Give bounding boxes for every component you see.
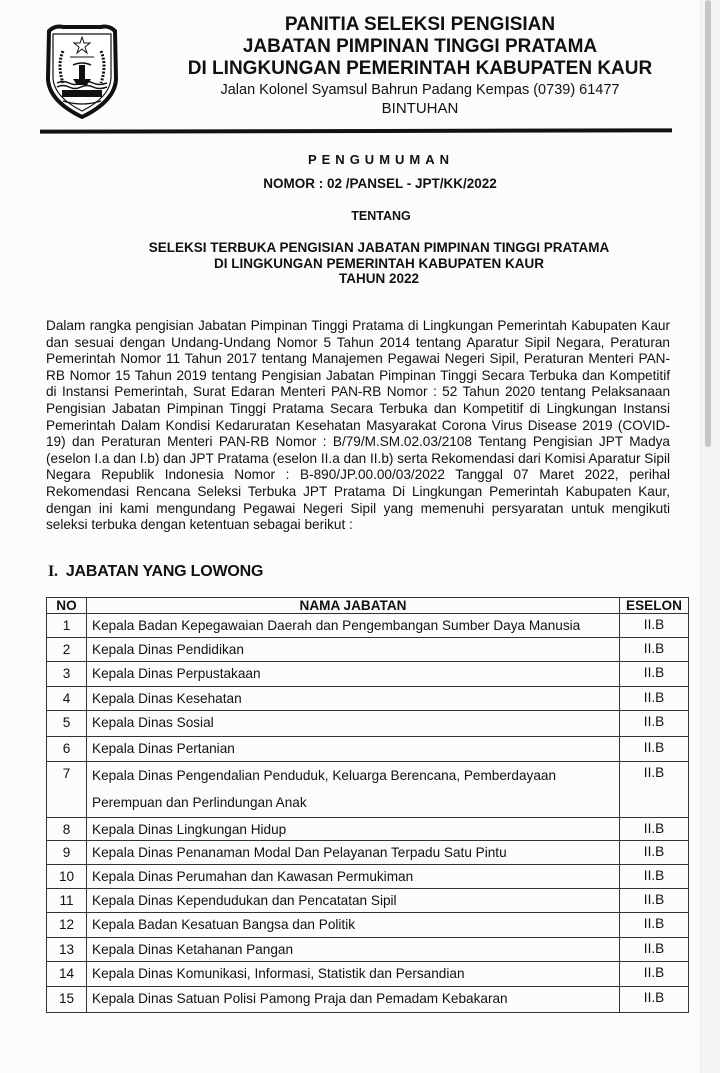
section-heading xyxy=(48,563,263,581)
row-no: 3 xyxy=(47,662,87,687)
row-eselon: II.B xyxy=(620,737,689,762)
row-name: Kepala Dinas Kependudukan dan Pencatatan Sipil xyxy=(87,889,620,913)
table-row xyxy=(47,737,689,762)
table-row xyxy=(47,818,689,841)
row-no: 7 xyxy=(47,762,87,818)
announcement-heading: PENGUMUMAN xyxy=(307,152,455,167)
announcement-number: NOMOR : 02 /PANSEL - JPT/KK/2022 xyxy=(263,176,497,191)
row-eselon: II.B xyxy=(620,962,689,987)
row-name: Kepala Dinas Sosial xyxy=(87,711,620,737)
letterhead-line-3: DI LINGKUNGAN PEMERINTAH KABUPATEN KAUR xyxy=(187,58,653,79)
header-no: NO xyxy=(47,598,87,614)
row-no: 10 xyxy=(47,865,87,889)
row-eselon: II.B xyxy=(620,711,689,737)
row-name: Kepala Badan Kepegawaian Daerah dan Pengembangan Sumber Daya Manusia xyxy=(87,614,620,638)
row-no: 11 xyxy=(47,889,87,913)
row-name-line-1: Kepala Dinas Pengendalian Penduduk, Keluarga Berencana, Pemberdayaan xyxy=(92,768,557,783)
row-eselon: II.B xyxy=(620,762,689,818)
section-title: JABATAN YANG LOWONG xyxy=(65,563,264,580)
row-eselon: II.B xyxy=(620,614,689,638)
table-row xyxy=(47,762,689,818)
row-no: 14 xyxy=(47,962,87,987)
table-row xyxy=(47,662,689,687)
table-row xyxy=(47,865,689,889)
row-name: Kepala Dinas Penanaman Modal Dan Pelayanan Terpadu Satu Pintu xyxy=(87,841,620,865)
vacant-positions-table xyxy=(46,597,689,1013)
row-eselon: II.B xyxy=(620,662,689,687)
row-eselon: II.B xyxy=(620,938,689,962)
table-row xyxy=(47,889,689,913)
table-row xyxy=(47,638,689,662)
row-no: 1 xyxy=(47,614,87,638)
row-no: 12 xyxy=(47,913,87,938)
subject-line-1: SELEKSI TERBUKA PENGISIAN JABATAN PIMPINAN TINGGI PRATAMA xyxy=(148,240,610,255)
row-no: 2 xyxy=(47,638,87,662)
row-name: Kepala Dinas Perumahan dan Kawasan Permukiman xyxy=(87,865,620,889)
row-name: Kepala Dinas Pertanian xyxy=(87,737,620,762)
table-row xyxy=(47,614,689,638)
row-name-line-2: Perempuan dan Perlindungan Anak xyxy=(92,795,307,810)
row-name: Kepala Dinas Lingkungan Hidup xyxy=(87,818,620,841)
row-eselon: II.B xyxy=(620,913,689,938)
table-row xyxy=(47,687,689,711)
letterhead-line-1: PANITIA SELEKSI PENGISIAN xyxy=(284,14,556,35)
letterhead xyxy=(170,14,670,119)
row-no: 4 xyxy=(47,687,87,711)
row-name: Kepala Dinas Satuan Polisi Pamong Praja dan Pemadam Kebakaran xyxy=(87,987,620,1013)
announcement-about-label: TENTANG xyxy=(351,209,411,223)
table-row xyxy=(47,987,689,1013)
row-name: Kepala Dinas Kesehatan xyxy=(87,687,620,711)
table-row xyxy=(47,913,689,938)
letterhead-divider xyxy=(40,128,672,133)
table-row xyxy=(47,841,689,865)
row-name: Kepala Badan Kesatuan Bangsa dan Politik xyxy=(87,913,620,938)
announcement-subject xyxy=(0,240,700,287)
row-no: 13 xyxy=(47,938,87,962)
row-name: Kepala Dinas Perpustakaan xyxy=(87,662,620,687)
row-no: 15 xyxy=(47,987,87,1013)
table-row xyxy=(47,962,689,987)
subject-line-3: TAHUN 2022 xyxy=(338,271,420,286)
letterhead-address: Jalan Kolonel Syamsul Bahrun Padang Kempas (0739) 61477 xyxy=(220,82,620,98)
vertical-scrollbar[interactable] xyxy=(700,0,720,1073)
row-eselon: II.B xyxy=(620,687,689,711)
row-name: Kepala Dinas Komunikasi, Informasi, Statistik dan Persandian xyxy=(87,962,620,987)
table-row xyxy=(47,938,689,962)
letterhead-line-2: JABATAN PIMPINAN TINGGI PRATAMA xyxy=(242,36,598,57)
intro-paragraph: Dalam rangka pengisian Jabatan Pimpinan Tinggi Pratama di Lingkungan Pemerintah Kabupaten Kaur dan sesuai dengan Undang-Undang Nomor 5 Tahun 2014 tentang Aparatur Sipil Negara, Peraturan Pemerintah Nomor 11 Tahun 2017 tentang Manajemen Pegawai Negeri Sipil, Peraturan Menteri PAN-RB Nomor 15 Tahun 2019 tentang Pengisian Jabatan Pimpinan Tinggi Secara Terbuka dan Kompetitif di Instansi Pemerintah, Surat Edaran Menteri PAN-RB Nomor : 52 Tahun 2020 tentang Pelaksanaan Pengisian Jabatan Pimpinan Tinggi Pratama Secara Terbuka dan Kompetitif di Lingkungan Instansi Pemerintah Dalam Kondisi Kedaruratan Kesehatan Masyarakat Corona Virus Disease 2019 (COVID-19) dan Peraturan Menteri PAN-RB Nomor : B/79/M.SM.02.03/2108 Tentang Pengisian JPT Madya (eselon I.a dan I.b) dan JPT Pratama (eselon II.a dan II.b) serta Rekomendasi dari Komisi Aparatur Sipil Negara Republik Indonesia Nomor : B-890/JP.00.00/03/2022 Tanggal 07 Maret 2022, perihal Rekomendasi Rencana Seleksi Terbuka JPT Pratama Di Lingkungan Pemerintah Kabupaten Kaur, dengan ini kami mengundang Pegawai Negeri Sipil yang memenuhi persyaratan untuk mengikuti seleksi terbuka dengan ketentuan sebagai berikut : xyxy=(46,318,670,533)
table-row xyxy=(47,711,689,737)
row-name: Kepala Dinas Ketahanan Pangan xyxy=(87,938,620,962)
row-eselon: II.B xyxy=(620,987,689,1013)
section-number: I. xyxy=(48,563,58,580)
row-eselon: II.B xyxy=(620,889,689,913)
row-name: Kepala Dinas Pendidikan xyxy=(87,638,620,662)
row-eselon: II.B xyxy=(620,841,689,865)
row-no: 6 xyxy=(47,737,87,762)
subject-line-2: DI LINGKUNGAN PEMERINTAH KABUPATEN KAUR xyxy=(214,255,544,271)
row-eselon: II.B xyxy=(620,865,689,889)
table-header-row xyxy=(47,598,689,614)
header-name: NAMA JABATAN xyxy=(87,598,620,614)
header-eselon: ESELON xyxy=(620,598,689,614)
row-no: 9 xyxy=(47,841,87,865)
row-no: 5 xyxy=(47,711,87,737)
row-eselon: II.B xyxy=(620,638,689,662)
row-eselon: II.B xyxy=(620,818,689,841)
kabupaten-kaur-emblem-icon xyxy=(43,21,121,119)
letterhead-city: BINTUHAN xyxy=(381,100,459,117)
row-name xyxy=(87,762,620,818)
scrollbar-thumb[interactable] xyxy=(705,0,711,447)
row-no: 8 xyxy=(47,818,87,841)
